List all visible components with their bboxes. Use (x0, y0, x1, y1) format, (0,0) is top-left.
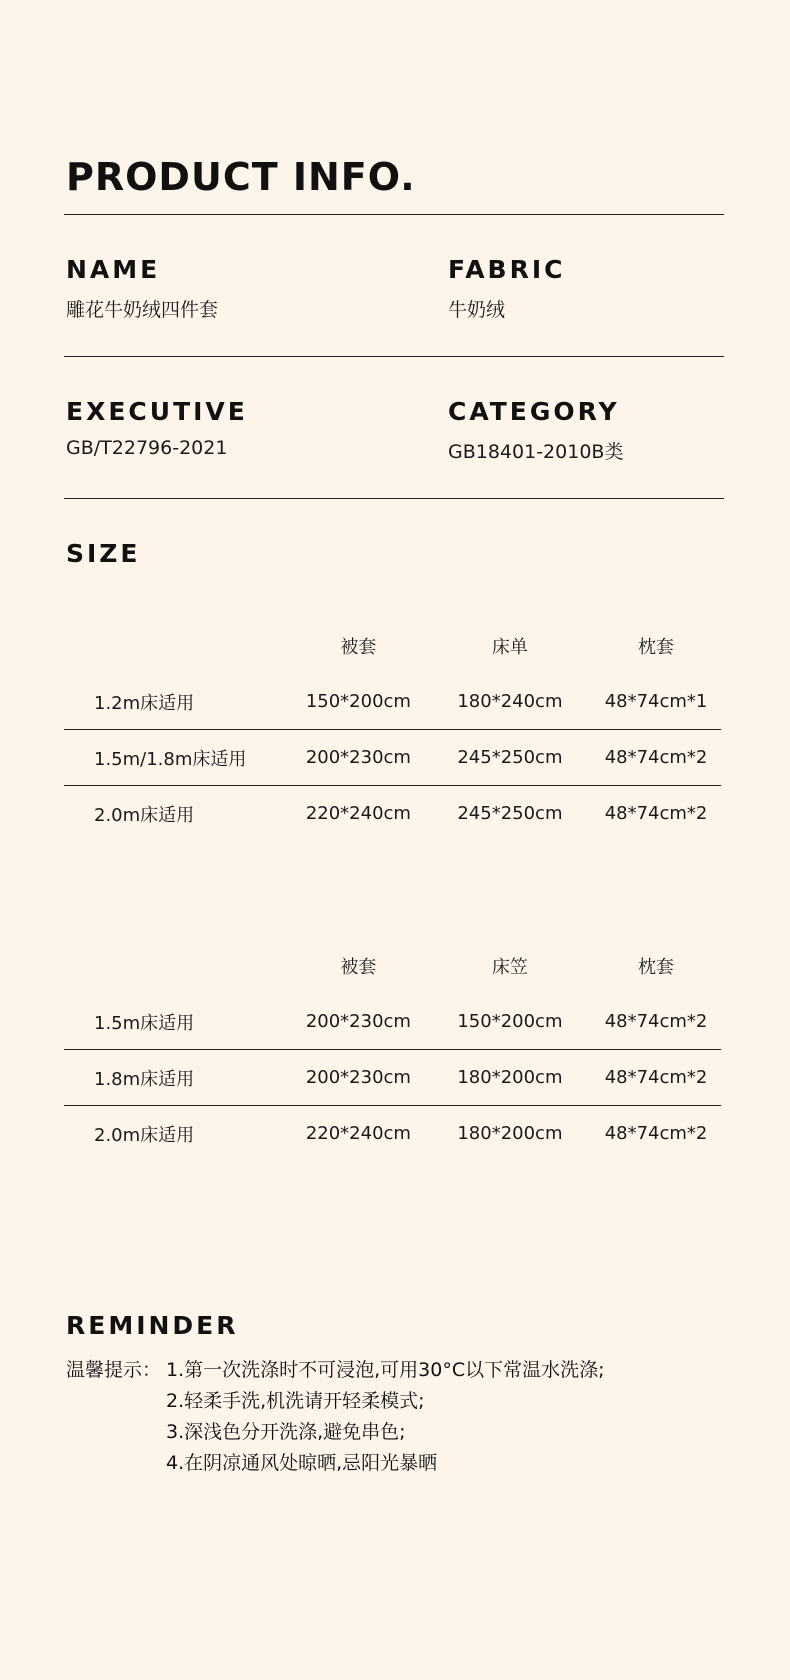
table-header-cell (64, 618, 288, 674)
table-cell: 2.0m床适用 (64, 1106, 288, 1162)
table-cell: 1.8m床适用 (64, 1050, 288, 1106)
fabric-value: 牛奶绒 (448, 299, 506, 321)
table-header-cell: 被套 (340, 637, 377, 658)
table-cell: 1.2m床适用 (94, 692, 195, 714)
table-cell: 220*240cm (288, 786, 429, 842)
table-header-cell: 床笠 (491, 957, 528, 978)
reminder-item: 2.轻柔手洗,机洗请开轻柔模式; (166, 1390, 425, 1412)
table-cell: 245*250cm (429, 786, 591, 842)
reminder-item: 1.第一次洗涤时不可浸泡,可用30°C以下常温水洗涤; (166, 1359, 605, 1381)
table-header-row (64, 938, 721, 994)
table-header-cell: 枕套 (638, 957, 675, 978)
table-row (64, 994, 721, 1050)
table-cell: 200*230cm (288, 730, 429, 786)
table-cell: 1.5m/1.8m床适用 (64, 730, 288, 786)
size-label: SIZE (66, 539, 141, 568)
table-row (64, 1050, 721, 1106)
size-table-2 (64, 938, 721, 1161)
table-row (64, 1106, 721, 1162)
table-cell: 200*230cm (305, 1011, 411, 1032)
table-header-cell: 被套 (340, 957, 377, 978)
executive-label: EXECUTIVE (66, 397, 248, 426)
category-value: GB18401-2010B类 (448, 441, 624, 463)
table-cell: 180*200cm (429, 1050, 591, 1106)
table-cell: 2.0m床适用 (64, 786, 288, 842)
reminder-prefix: 温馨提示： (66, 1359, 162, 1381)
reminder-item: 3.深浅色分开洗涤,避免串色; (166, 1421, 406, 1443)
table-row (64, 674, 721, 730)
table-header-cell: 床单 (491, 637, 528, 658)
table-header-cell (64, 938, 288, 994)
name-label: NAME (66, 255, 161, 284)
table-cell: 48*74cm*2 (604, 1011, 708, 1032)
table-header-cell: 枕套 (638, 637, 675, 658)
table-row (64, 786, 721, 842)
table-cell: 220*240cm (288, 1106, 429, 1162)
table-header-row (64, 618, 721, 674)
name-value: 雕花牛奶绒四件套 (66, 299, 219, 321)
table-cell: 48*74cm*2 (591, 1050, 721, 1106)
table-row (64, 730, 721, 786)
reminder-item: 4.在阴凉通风处晾晒,忌阳光暴晒 (166, 1452, 438, 1474)
reminder-list (166, 1355, 605, 1479)
table-cell: 150*200cm (305, 691, 411, 712)
table-cell: 48*74cm*2 (591, 730, 721, 786)
executive-value: GB/T22796-2021 (66, 437, 228, 459)
divider (64, 214, 724, 215)
table-cell: 200*230cm (288, 1050, 429, 1106)
fabric-label: FABRIC (448, 255, 566, 284)
table-cell: 180*200cm (429, 1106, 591, 1162)
divider (64, 498, 724, 499)
table-cell: 150*200cm (457, 1011, 563, 1032)
page-title: PRODUCT INFO. (66, 155, 416, 199)
table-cell: 48*74cm*2 (591, 1106, 721, 1162)
size-table-1 (64, 618, 721, 841)
table-cell: 48*74cm*1 (604, 691, 708, 712)
table-cell: 180*240cm (457, 691, 563, 712)
table-cell: 48*74cm*2 (591, 786, 721, 842)
table-cell: 245*250cm (429, 730, 591, 786)
reminder-label: REMINDER (66, 1311, 239, 1340)
divider (64, 356, 724, 357)
table-cell: 1.5m床适用 (94, 1012, 195, 1034)
category-label: CATEGORY (448, 397, 620, 426)
